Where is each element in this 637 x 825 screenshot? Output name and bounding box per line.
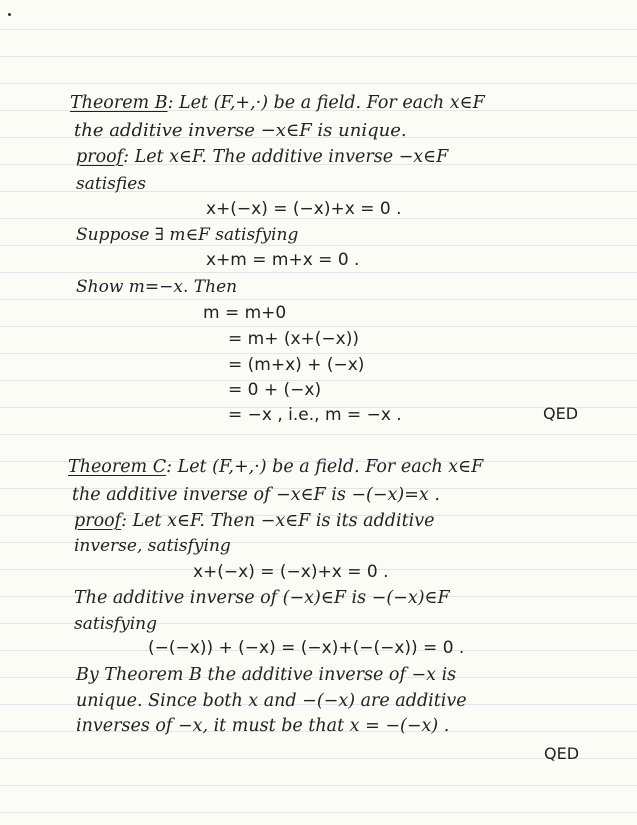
theorem-b-statement-text-1: : Let (F,+,·) be a field. For each x∈F	[167, 93, 485, 113]
theorem-c-qed: QED	[544, 744, 580, 763]
theorem-c-proof-text-1: : Let x∈F. Then −x∈F is its additive	[121, 511, 435, 531]
theorem-c-proof-line-1	[74, 510, 434, 532]
theorem-c-conclusion-line-2: unique. Since both x and −(−x) are additive	[76, 691, 467, 711]
theorem-c-proof-label: proof	[74, 511, 122, 531]
theorem-b-proof-line-2: satisfies	[76, 174, 146, 194]
theorem-b-proof-text-1: : Let x∈F. The additive inverse −x∈F	[123, 147, 449, 167]
theorem-b-statement-line-1	[70, 92, 485, 114]
theorem-b-step-1: m = m+0	[203, 303, 287, 323]
theorem-b-suppose: Suppose ∃ m∈F satisfying	[76, 225, 299, 245]
theorem-b-show-line: Show m=−x. Then	[76, 277, 238, 297]
theorem-b-qed: QED	[543, 404, 579, 423]
theorem-c-conclusion-line-3: inverses of −x, it must be that x = −(−x) .	[76, 716, 450, 736]
theorem-c-statement-line-1	[68, 456, 483, 478]
theorem-c-statement-text-1: : Let (F,+,·) be a field. For each x∈F	[166, 457, 484, 477]
theorem-b-proof-label: proof	[76, 147, 124, 167]
theorem-c-equation-2: (−(−x)) + (−x) = (−x)+(−(−x)) = 0 .	[148, 638, 465, 658]
theorem-b-step-2: = m+ (x+(−x))	[228, 329, 359, 349]
theorem-c-statement-line-2: the additive inverse of −x∈F is −(−x)=x .	[72, 485, 440, 505]
margin-dot	[8, 13, 11, 16]
theorem-c-equation-1: x+(−x) = (−x)+x = 0 .	[193, 562, 389, 582]
theorem-c-conclusion-line-1: By Theorem B the additive inverse of −x is	[76, 665, 457, 685]
theorem-b-equation-1: x+(−x) = (−x)+x = 0 .	[206, 199, 402, 219]
theorem-b-step-5: = −x , i.e., m = −x .	[228, 405, 402, 425]
theorem-c-text-line-1: The additive inverse of (−x)∈F is −(−x)∈F	[74, 588, 450, 608]
theorem-b-statement-line-2: the additive inverse −x∈F is unique.	[74, 120, 407, 141]
theorem-c-proof-line-2: inverse, satisfying	[74, 536, 231, 556]
theorem-b-equation-2: x+m = m+x = 0 .	[206, 250, 360, 270]
theorem-b-step-3: = (m+x) + (−x)	[228, 355, 365, 375]
theorem-c-text-line-2: satisfying	[74, 614, 158, 634]
theorem-b-heading: Theorem B	[70, 93, 168, 113]
theorem-c-heading: Theorem C	[68, 457, 167, 477]
theorem-b-step-4: = 0 + (−x)	[228, 380, 322, 400]
theorem-b-proof-line-1	[76, 146, 448, 168]
